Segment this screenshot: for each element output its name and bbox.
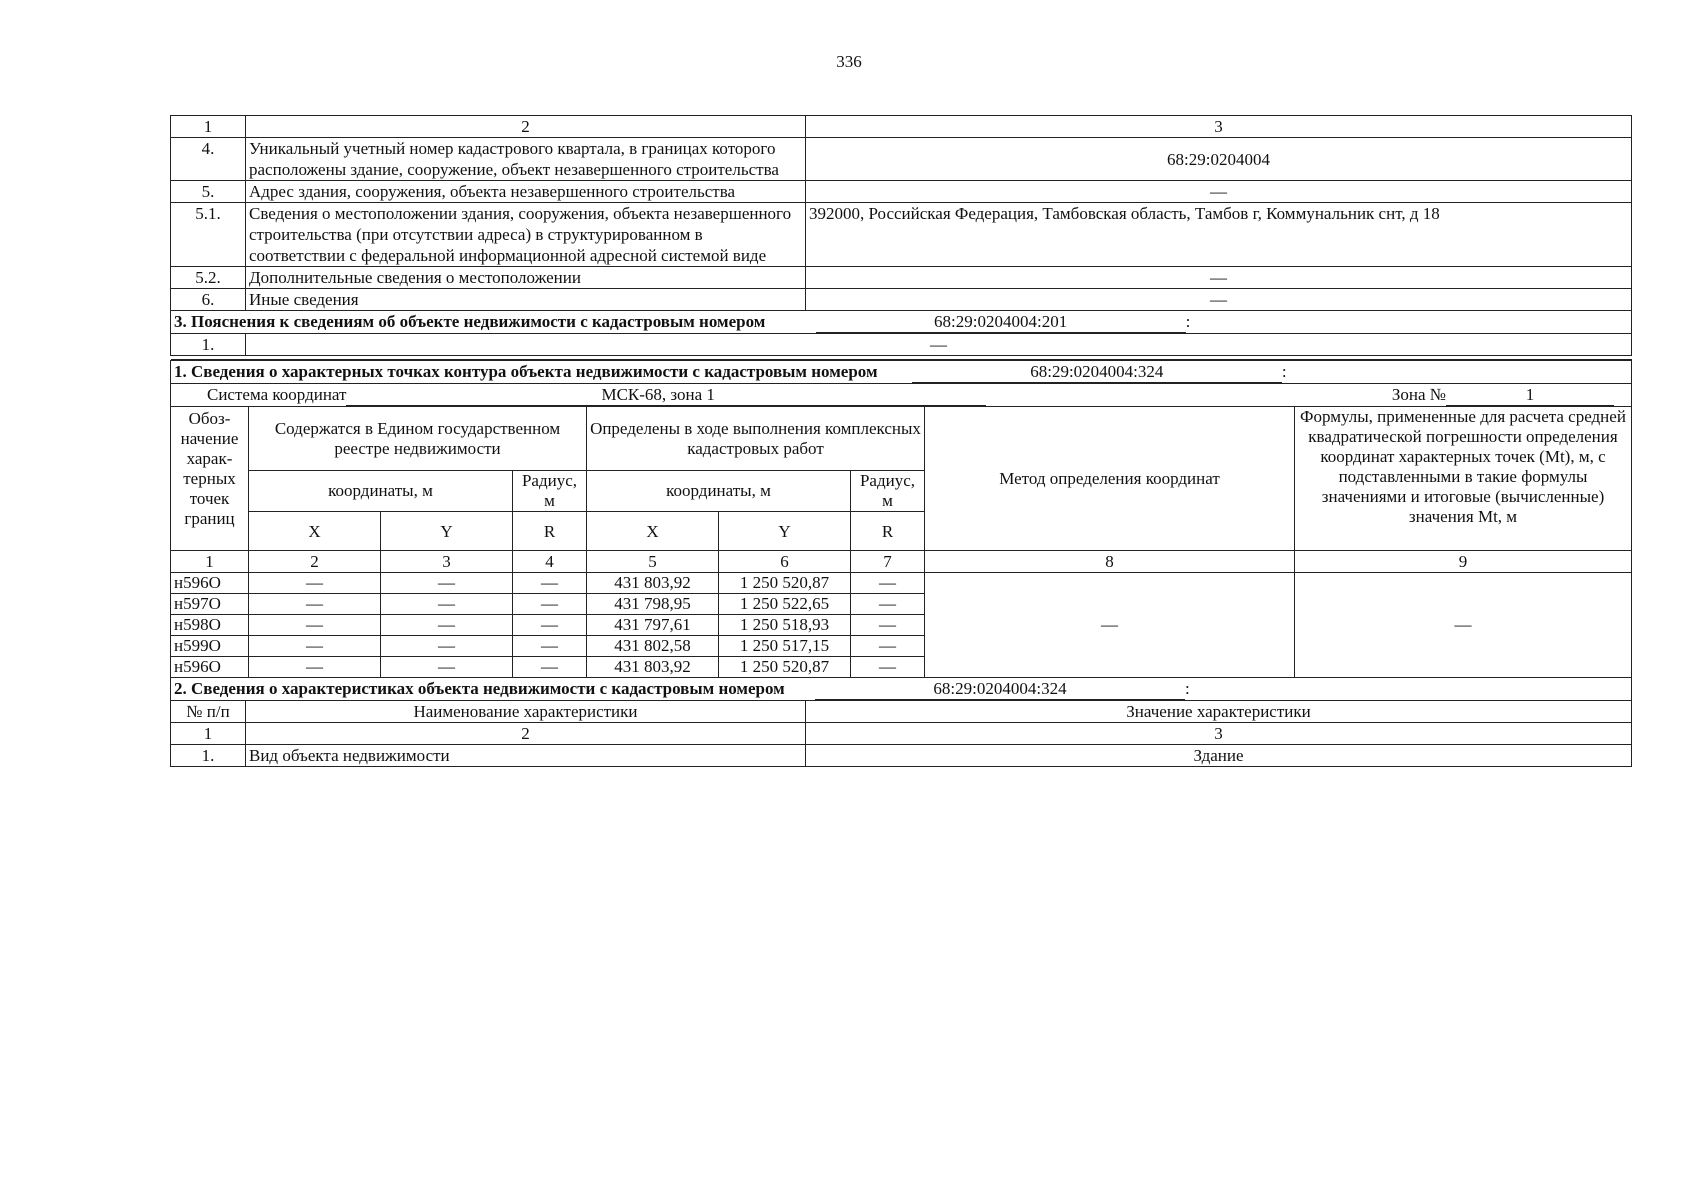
point-y: 1 250 520,87 (719, 657, 851, 678)
section2-header-row (171, 701, 1632, 723)
row-number: 4. (171, 138, 246, 181)
row-number: 6. (171, 289, 246, 311)
row-value: 392000, Российская Федерация, Тамбовская область, Тамбов г, Коммунальник снт, д 18 (806, 203, 1632, 267)
coord-system-label: Система координат (207, 385, 347, 404)
point-y-egrn: — (381, 615, 513, 636)
section2-table (170, 678, 1632, 767)
col-number-1: 1 (171, 723, 246, 745)
header-characteristic-value: Значение характеристики (806, 701, 1632, 723)
section2-cadastral-number: 68:29:0204004:324 (815, 678, 1185, 700)
row-name: Дополнительные сведения о местоположении (246, 267, 806, 289)
header-row-1 (171, 407, 1632, 471)
row-value: 68:29:0204004 (806, 138, 1632, 181)
header-method: Метод определения координат (925, 407, 1295, 551)
point-r-egrn: — (513, 657, 587, 678)
formulas-value: — (1295, 573, 1632, 678)
row-number: 5.2. (171, 267, 246, 289)
point-r: — (851, 636, 925, 657)
table-row (171, 334, 1632, 356)
header-kkr: Определены в ходе выполнения комплексных кадастровых работ (587, 407, 925, 471)
header-y-egrn: Y (381, 512, 513, 551)
point-name: н597О (171, 594, 249, 615)
point-y-egrn: — (381, 657, 513, 678)
section3-heading (171, 311, 1632, 334)
coord-system-row (171, 384, 1632, 407)
table-row (171, 181, 1632, 203)
col-number-7: 7 (851, 551, 925, 573)
table-row (171, 745, 1632, 767)
point-y: 1 250 520,87 (719, 573, 851, 594)
point-r: — (851, 594, 925, 615)
point-x: 431 803,92 (587, 657, 719, 678)
point-x-egrn: — (249, 657, 381, 678)
point-x: 431 798,95 (587, 594, 719, 615)
row-value: — (246, 334, 1632, 356)
section1-cadastral-number: 68:29:0204004:324 (912, 361, 1282, 383)
header-radius-egrn: Радиус, м (513, 471, 587, 512)
row-value: Здание (806, 745, 1632, 767)
table-row (171, 138, 1632, 181)
coord-system-value: МСК-68, зона 1 (346, 384, 986, 406)
row-name: Адрес здания, сооружения, объекта незавершенного строительства (246, 181, 806, 203)
section-separator (171, 356, 1632, 360)
header-egrn: Содержатся в Едином государственном реестре недвижимости (249, 407, 587, 471)
section3-heading-row (171, 311, 1632, 334)
header-number: № п/п (171, 701, 246, 723)
row-number: 5.1. (171, 203, 246, 267)
col-number-4: 4 (513, 551, 587, 573)
row-name: Сведения о местоположении здания, сооружения, объекта незавершенного строительства (при отсутствии адреса) в структурированном в соответствии с федеральной информационной адресной системой виде (246, 203, 806, 267)
section1-suffix: : (1281, 362, 1287, 381)
col-number-2: 2 (246, 723, 806, 745)
point-row (171, 573, 1632, 594)
table-row (171, 203, 1632, 267)
point-y: 1 250 517,15 (719, 636, 851, 657)
row-value: — (806, 267, 1632, 289)
point-x: 431 802,58 (587, 636, 719, 657)
point-x: 431 797,61 (587, 615, 719, 636)
point-x: 431 803,92 (587, 573, 719, 594)
header-characteristic-name: Наименование характеристики (246, 701, 806, 723)
point-r: — (851, 573, 925, 594)
header-x-kkr: X (587, 512, 719, 551)
zone (1392, 384, 1614, 406)
point-x-egrn: — (249, 573, 381, 594)
point-r: — (851, 615, 925, 636)
header-coords-egrn: координаты, м (249, 471, 513, 512)
row-name: Уникальный учетный номер кадастрового квартала, в границах которого расположены здание, сооружение, объект незавершенного строительства (246, 138, 806, 181)
row-value: — (806, 181, 1632, 203)
point-x-egrn: — (249, 636, 381, 657)
building-info-table (170, 115, 1632, 311)
point-r-egrn: — (513, 573, 587, 594)
header-y-kkr: Y (719, 512, 851, 551)
section2-title: 2. Сведения о характеристиках объекта недвижимости с кадастровым номером (174, 679, 785, 698)
point-x-egrn: — (249, 594, 381, 615)
col-number-5: 5 (587, 551, 719, 573)
point-y-egrn: — (381, 594, 513, 615)
col-number-1: 1 (171, 551, 249, 573)
row-value: — (806, 289, 1632, 311)
section1-heading-row (171, 361, 1632, 384)
col-number-2: 2 (249, 551, 381, 573)
zone-label: Зона № (1391, 385, 1446, 404)
section2-suffix: : (1185, 679, 1190, 698)
column-number-row (171, 116, 1632, 138)
point-name: н599О (171, 636, 249, 657)
point-y-egrn: — (381, 573, 513, 594)
row-number: 1. (171, 334, 246, 356)
col-number-6: 6 (719, 551, 851, 573)
point-name: н598О (171, 615, 249, 636)
point-r-egrn: — (513, 594, 587, 615)
row-name: Вид объекта недвижимости (246, 745, 806, 767)
section2-heading (171, 678, 1632, 701)
column-number-row (171, 551, 1632, 573)
col-number-8: 8 (925, 551, 1295, 573)
document-body (170, 115, 1632, 767)
column-number-row (171, 723, 1632, 745)
point-y-egrn: — (381, 636, 513, 657)
col-number-3: 3 (806, 116, 1632, 138)
col-number-2: 2 (246, 116, 806, 138)
zone-value: 1 (1446, 384, 1614, 406)
header-radius-kkr: Радиус, м (851, 471, 925, 512)
point-name: н596О (171, 657, 249, 678)
header-coords-kkr: координаты, м (587, 471, 851, 512)
coord-system (171, 384, 1632, 407)
col-number-3: 3 (381, 551, 513, 573)
page-number: 336 (836, 52, 862, 71)
point-name: н596О (171, 573, 249, 594)
table-row (171, 267, 1632, 289)
section3-suffix: : (1185, 312, 1191, 331)
point-r-egrn: — (513, 615, 587, 636)
point-y: 1 250 518,93 (719, 615, 851, 636)
point-r: — (851, 657, 925, 678)
section1-title: 1. Сведения о характерных точках контура объекта недвижимости с кадастровым номером (174, 362, 878, 381)
header-r-kkr: R (851, 512, 925, 551)
col-number-1: 1 (171, 116, 246, 138)
header-r-egrn: R (513, 512, 587, 551)
row-name: Иные сведения (246, 289, 806, 311)
col-number-3: 3 (806, 723, 1632, 745)
section1-table (170, 360, 1632, 678)
table-row (171, 289, 1632, 311)
header-formulas: Формулы, примененные для расчета средней квадратической погрешности определения координат характерных точек (Mt), м, с подставленными в такие формулы значениями и итоговые (вычисленные) значения Mt, м (1295, 407, 1632, 551)
section1-heading (171, 361, 1632, 384)
section2-heading-row (171, 678, 1632, 701)
header-x-egrn: X (249, 512, 381, 551)
point-x-egrn: — (249, 615, 381, 636)
section3-table (170, 311, 1632, 360)
section3-cadastral-number: 68:29:0204004:201 (816, 311, 1186, 333)
section3-title: 3. Пояснения к сведениям об объекте недвижимости с кадастровым номером (174, 312, 766, 331)
row-number: 1. (171, 745, 246, 767)
method-value: — (925, 573, 1295, 678)
col-number-9: 9 (1295, 551, 1632, 573)
point-y: 1 250 522,65 (719, 594, 851, 615)
header-designation: Обоз-начение харак-терных точек границ (171, 407, 249, 551)
point-r-egrn: — (513, 636, 587, 657)
row-number: 5. (171, 181, 246, 203)
